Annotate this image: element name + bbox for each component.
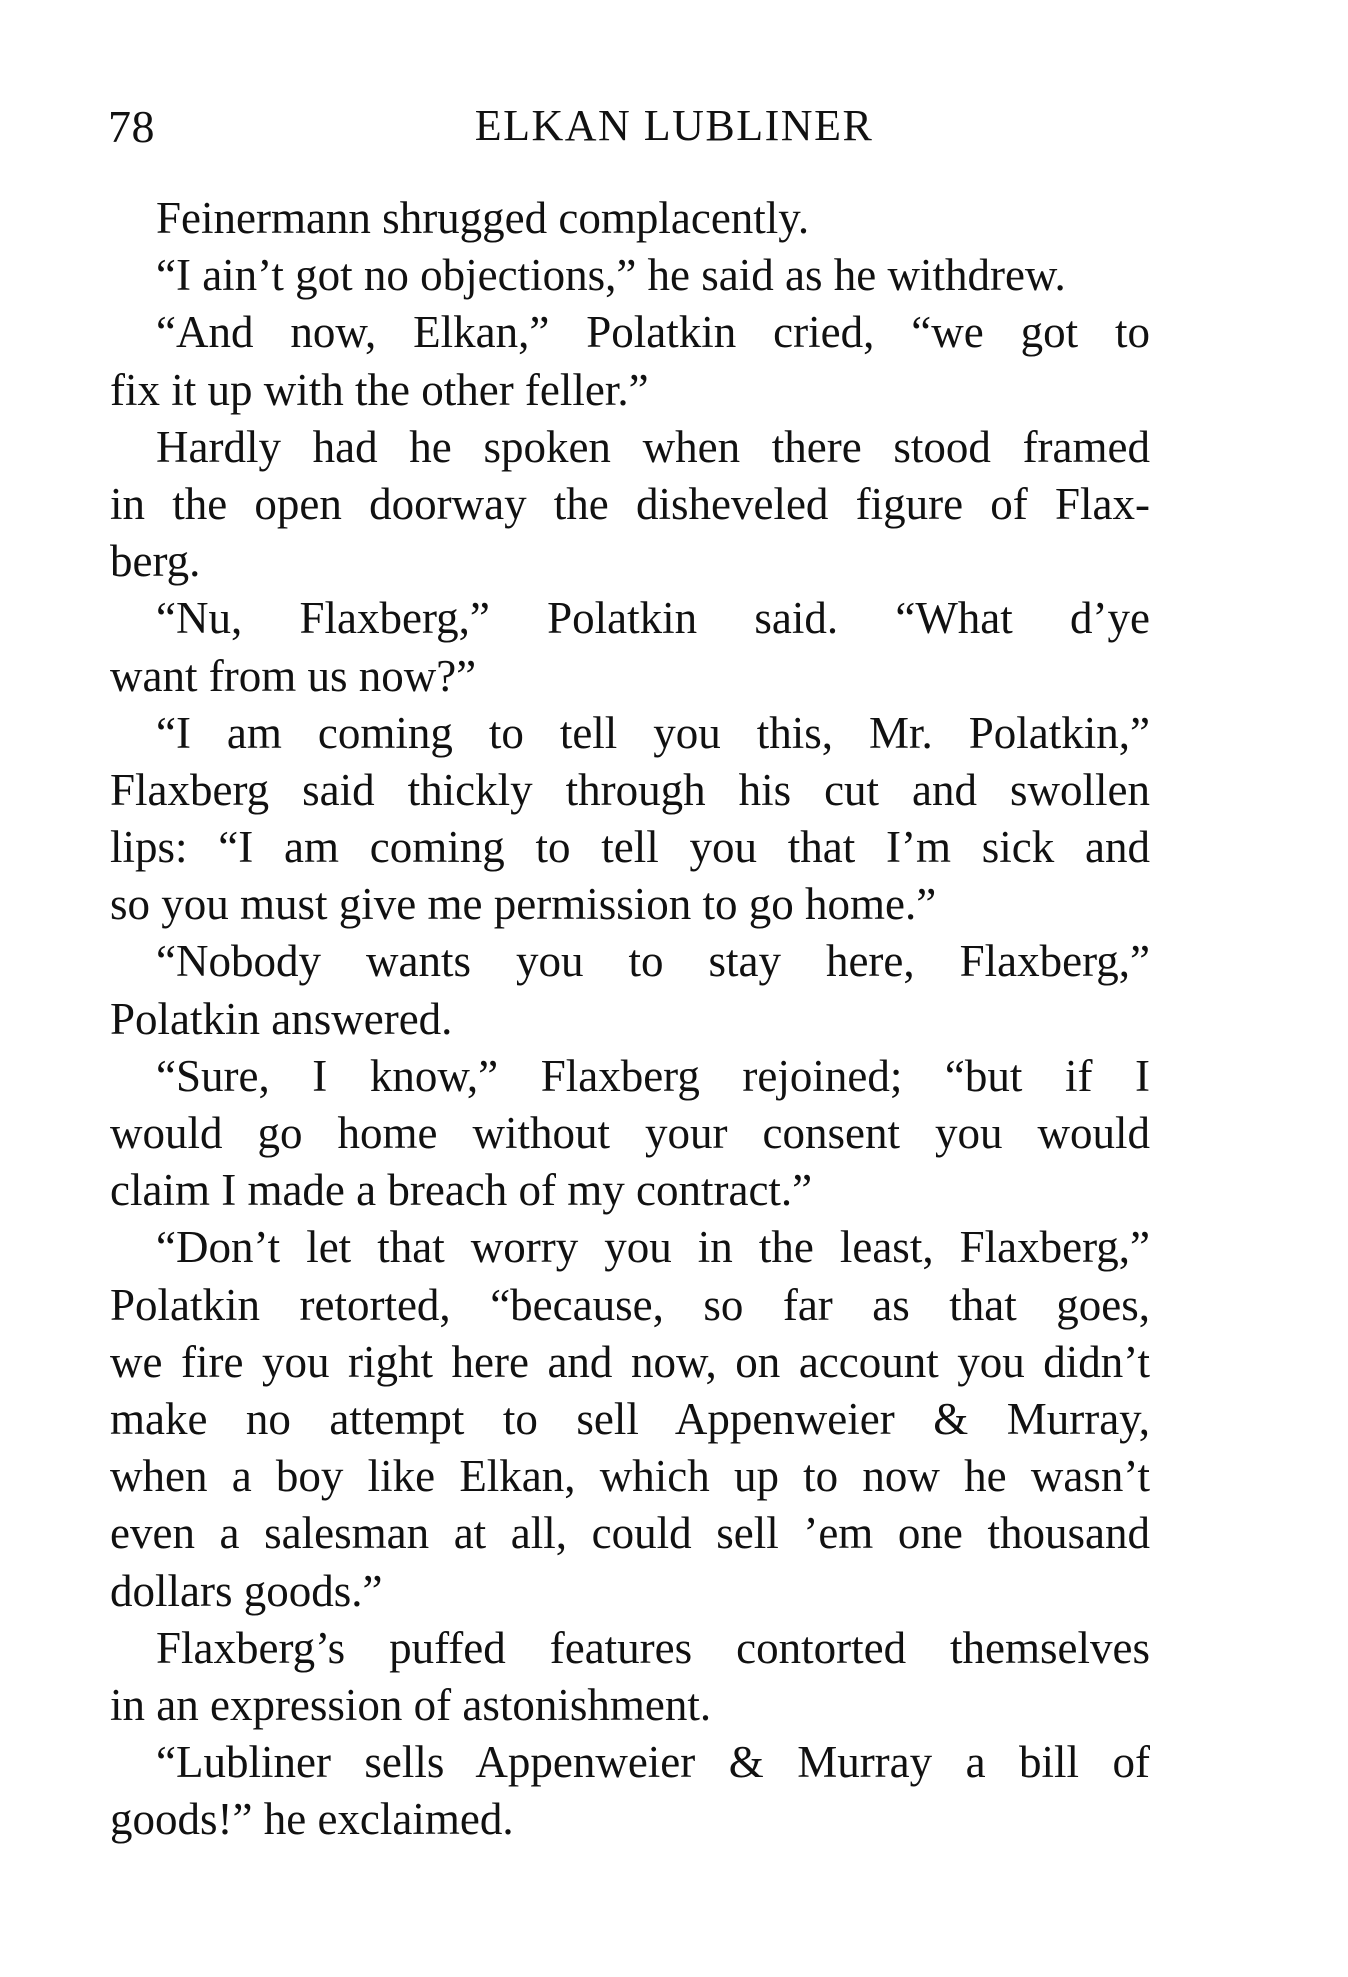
text-line: Flaxberg’s puffed features contorted themselves — [156, 1622, 1150, 1673]
text-line: want from us now?” — [110, 650, 477, 701]
text-line: lips: “I am coming to tell you that I’m sick and — [110, 822, 1150, 873]
text-line: in an expression of astonishment. — [110, 1679, 712, 1730]
text-line: we fire you right here and now, on account you didn’t — [110, 1336, 1150, 1387]
body-text — [110, 190, 1150, 1848]
paragraph — [110, 190, 1150, 247]
text-line: dollars goods.” — [110, 1565, 383, 1616]
text-line: “I am coming to tell you this, Mr. Polatkin,” — [156, 707, 1150, 758]
running-head: ELKAN LUBLINER — [474, 101, 874, 150]
text-line: claim I made a breach of my contract.” — [110, 1165, 813, 1216]
text-line: goods!” he exclaimed. — [110, 1794, 514, 1845]
paragraph — [110, 1620, 1150, 1734]
page-number: 78 — [108, 101, 155, 152]
paragraph — [110, 1219, 1150, 1619]
text-line: “Nobody wants you to stay here, Flaxberg,” — [156, 936, 1150, 987]
text-line: “Don’t let that worry you in the least, Flaxberg,” — [156, 1222, 1150, 1273]
text-line: Polatkin retorted, “because, so far as that goes, — [110, 1279, 1150, 1330]
paragraph — [110, 1734, 1150, 1848]
text-line: “And now, Elkan,” Polatkin cried, “we got to — [156, 307, 1150, 358]
text-line: fix it up with the other feller.” — [110, 364, 649, 415]
text-line: when a boy like Elkan, which up to now he wasn’t — [110, 1451, 1150, 1502]
text-line: Feinermann shrugged complacently. — [156, 193, 810, 243]
text-line: “Sure, I know,” Flaxberg rejoined; “but if I — [156, 1050, 1150, 1101]
paragraph — [110, 247, 1150, 304]
text-line: “I ain’t got no objections,” he said as he withdrew. — [156, 250, 1066, 301]
paragraph — [110, 933, 1150, 1047]
text-line: make no attempt to sell Appenweier & Murray, — [110, 1393, 1150, 1444]
paragraph — [110, 304, 1150, 418]
text-line: “Lubliner sells Appenweier & Murray a bill of — [156, 1737, 1150, 1788]
text-line: “Nu, Flaxberg,” Polatkin said. “What d’ye — [156, 593, 1150, 644]
paragraph — [110, 419, 1150, 591]
paragraph — [110, 705, 1150, 934]
paragraph — [110, 1048, 1150, 1220]
text-line: in the open doorway the disheveled figure of Flax- — [110, 478, 1150, 529]
text-line: even a salesman at all, could sell ’em one thousand — [110, 1508, 1150, 1559]
text-line: would go home without your consent you would — [110, 1108, 1150, 1158]
text-line: Polatkin answered. — [110, 993, 453, 1044]
paragraph — [110, 590, 1150, 704]
text-line: Flaxberg said thickly through his cut and swollen — [110, 764, 1150, 815]
text-line: berg. — [110, 536, 201, 587]
text-line: so you must give me permission to go home.” — [110, 879, 937, 930]
text-line: Hardly had he spoken when there stood framed — [156, 421, 1150, 472]
